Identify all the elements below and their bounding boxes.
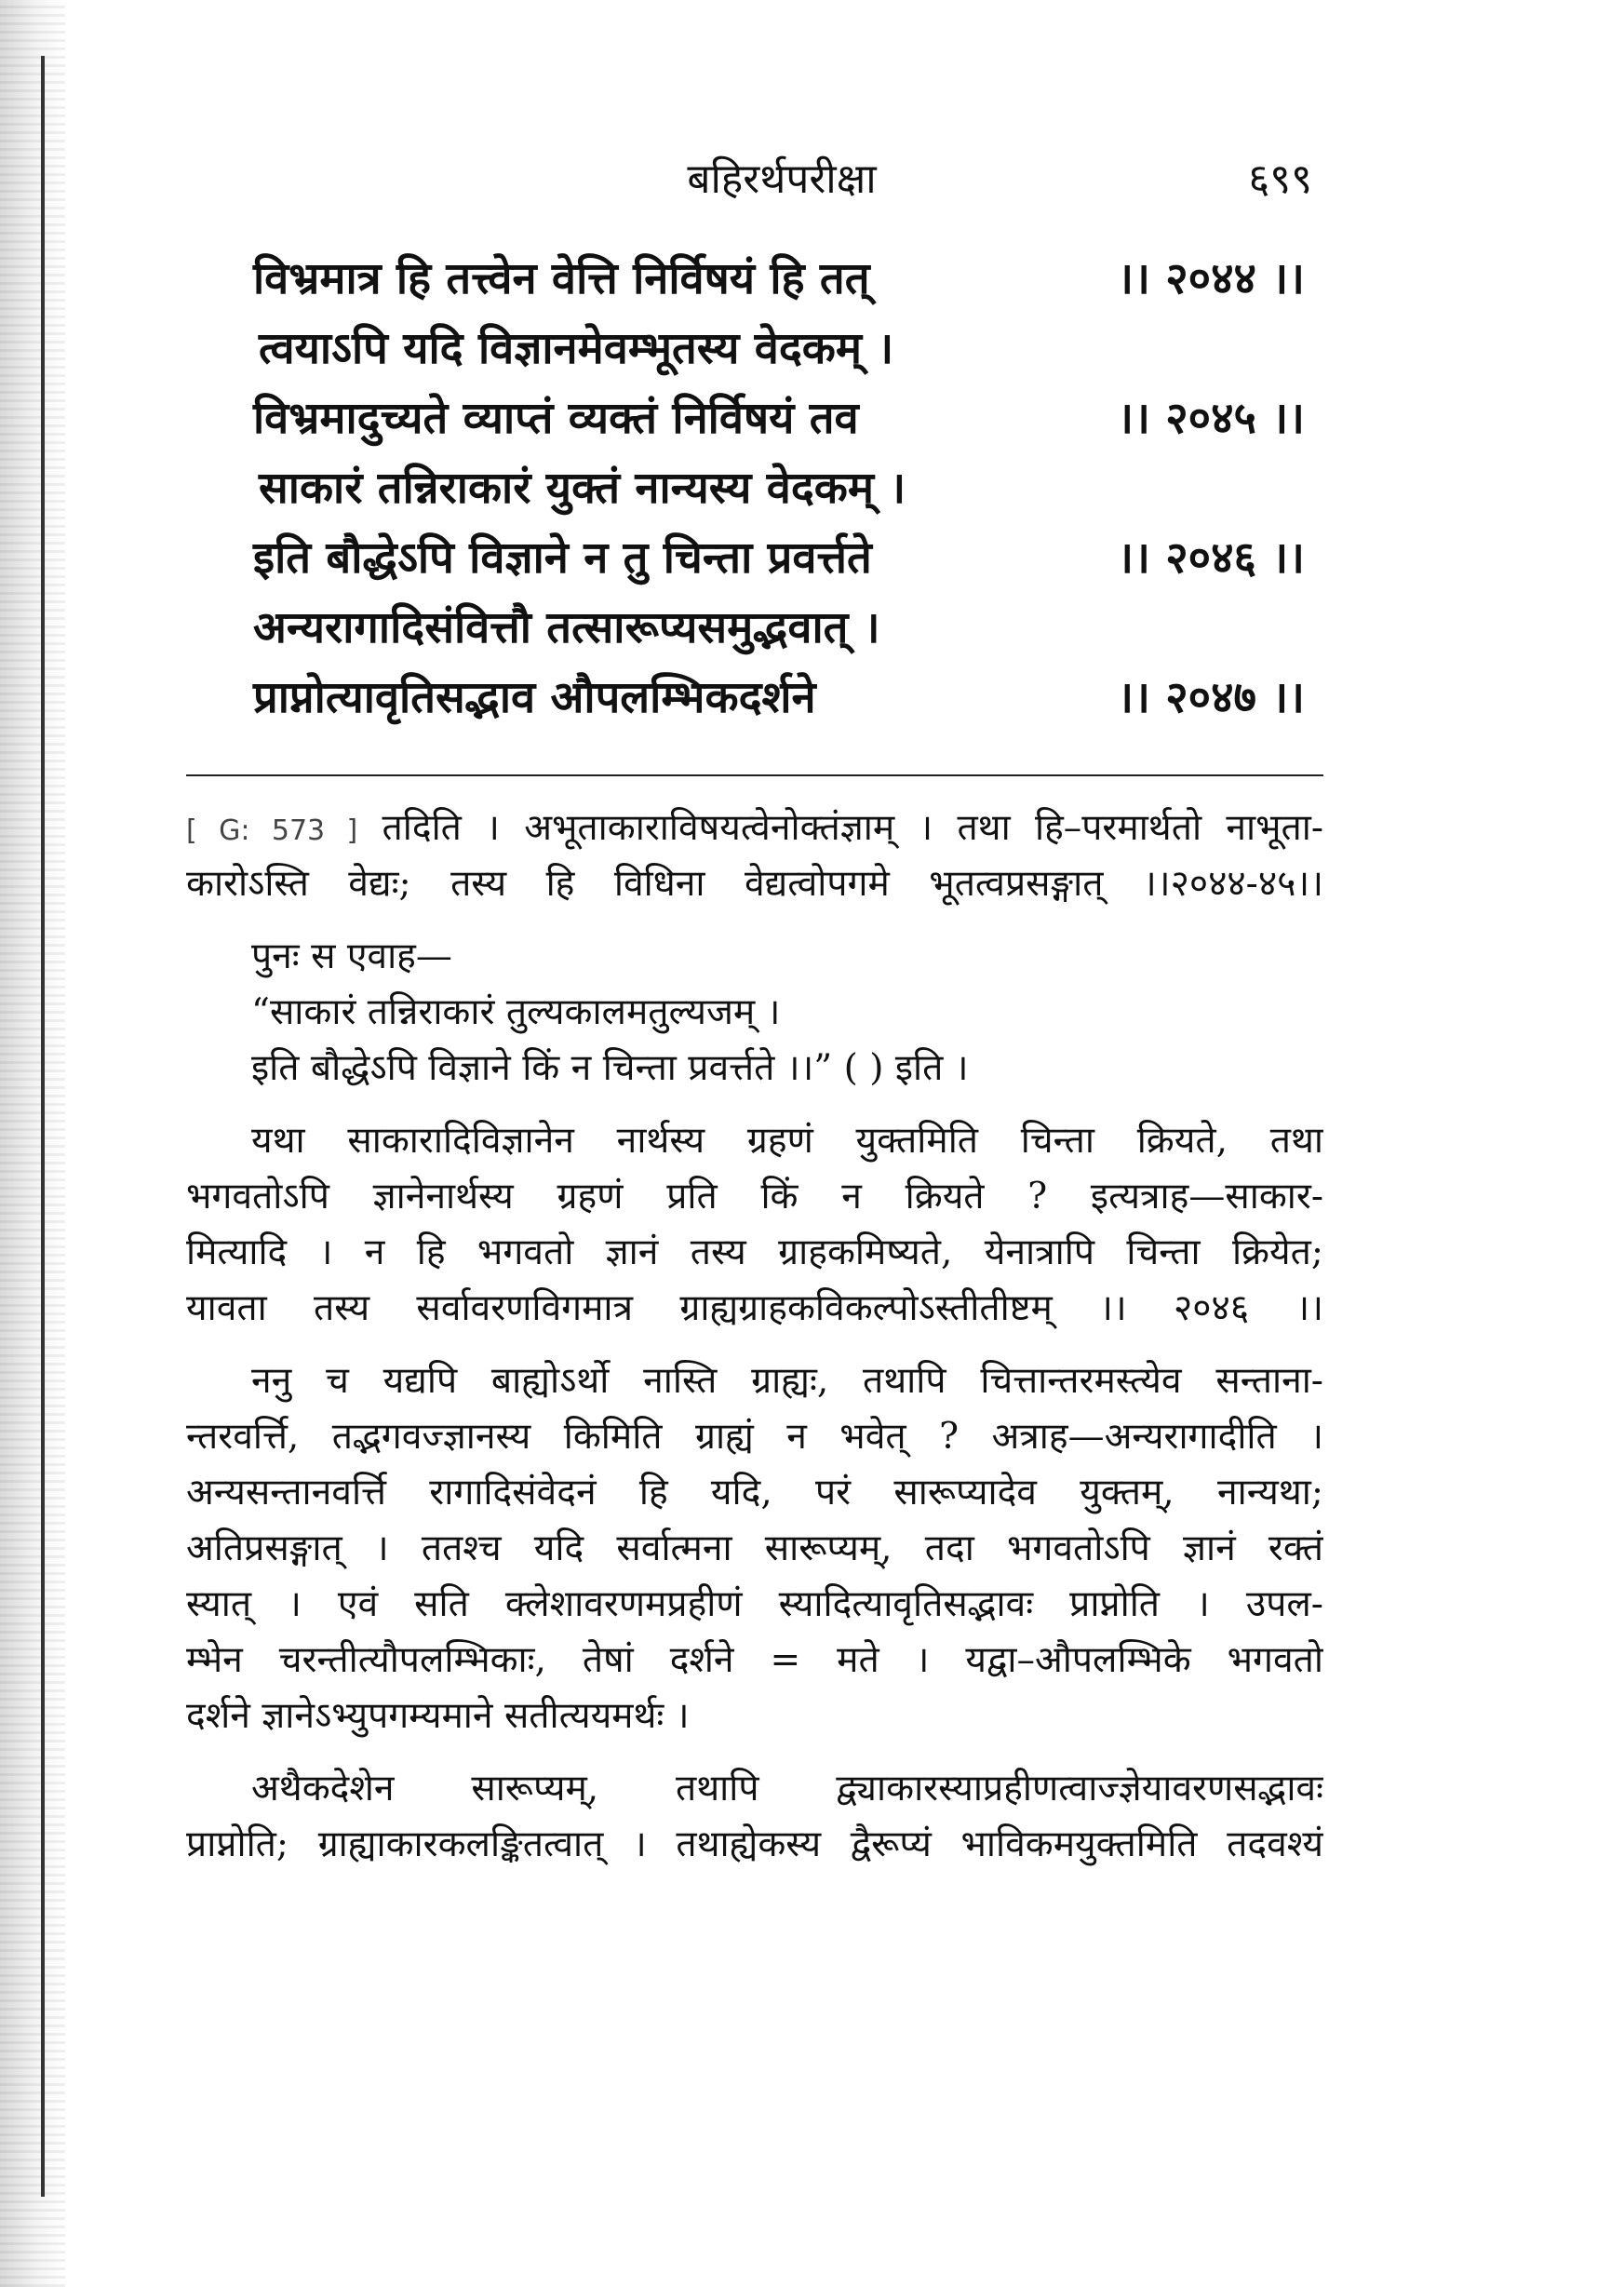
verse-number: ।। २०४४ ।। [1117, 253, 1305, 304]
commentary-line: प्राप्नोति; ग्राह्याकारकलङ्कितत्वात् । तथाह्येकस्य द्वैरूप्यं भाविकमयुक्तमिति तदवश्यं [186, 1823, 1323, 1865]
page-number: ६९९ [1248, 155, 1312, 203]
verse-line [253, 314, 1305, 383]
verse-number: ।। २०४६ ।। [1117, 532, 1305, 584]
commentary-line: भगवतोऽपि ज्ञानेनार्थस्य ग्रहणं प्रति किं न क्रियते ? इत्यत्राह—साकार- [186, 1176, 1323, 1217]
verse-line [253, 244, 1305, 314]
quote-line: इति बौद्धेऽपि विज्ञाने किं न चिन्ता प्रवर्त्तते ।।” ( ) इति । [251, 1047, 969, 1089]
commentary-line: स्यात् । एवं सति क्लेशावरणमप्रहीणं स्यादित्यावृतिसद्भावः प्राप्नोति । उपल- [186, 1583, 1323, 1625]
commentary-line: यथा साकारादिविज्ञानेन नार्थस्य ग्रहणं युक्तमिति चिन्ता क्रियते, तथा [251, 1120, 1323, 1162]
quote-line: “साकारं तन्निराकारं तुल्यकालमतुल्यजम् । [251, 991, 781, 1033]
verse-text: विभ्रमादुच्यते व्याप्तं व्यक्तं निर्विषयं तव [253, 393, 859, 444]
commentary-intro: पुनः स एवाह— [251, 935, 452, 977]
commentary-line: अतिप्रसङ्गात् । ततश्च यदि सर्वात्मना सारूप्यम्, तदा भगवतोऽपि ज्ञानं रक्तं [186, 1527, 1323, 1569]
commentary-line: ननु च यद्यपि बाह्योऽर्थो नास्ति ग्राह्यः, तथापि चित्तान्तरमस्त्येव सन्ताना- [251, 1360, 1323, 1402]
verse-line [253, 453, 1305, 523]
commentary-text: तदिति । अभूताकाराविषयत्वेनोक्तंज्ञाम् । तथा हि–परमार्थतो नाभूता- [382, 807, 1323, 849]
commentary-line: कारोऽस्ति वेद्यः; तस्य हि विधिना वेद्यत्वोपगमे भूतत्वप्रसङ्गात् ।।२०४४-४५।। [186, 863, 1323, 905]
verse-text: प्राप्नोत्यावृतिसद्भाव औपलम्भिकदर्शने [253, 672, 816, 723]
divider-rule [186, 774, 1323, 776]
verse-text: त्वयाऽपि यदि विज्ञानमेवम्भूतस्य वेदकम् । [259, 323, 894, 374]
verse-line [253, 383, 1305, 453]
commentary-line: न्तरवर्त्ति, तद्भगवज्ज्ञानस्य किमिति ग्राह्यं न भवेत् ? अत्राह—अन्यरागादीति । [186, 1416, 1323, 1458]
g-reference: [ G: 573 ] [186, 814, 358, 847]
commentary [186, 800, 1323, 1873]
running-title: बहिरर्थपरीक्षा [687, 155, 877, 203]
verse-block [253, 244, 1305, 733]
verse-line [253, 663, 1305, 733]
verse-line [253, 523, 1305, 593]
verse-text: अन्यरागादिसंवित्तौ तत्सारूप्यसमुद्भवात् । [253, 602, 880, 653]
verse-number: ।। २०४५ ।। [1117, 393, 1305, 444]
commentary-line: अन्यसन्तानवर्त्ति रागादिसंवेदनं हि यदि, परं सारूप्यादेव युक्तम्, नान्यथा; [186, 1472, 1323, 1513]
quotation [186, 985, 1323, 1096]
commentary-line: यावता तस्य सर्वावरणविगमात्र ग्राह्यग्राहकविकल्पोऽस्तीतीष्टम् ।। २०४६ ।। [186, 1287, 1323, 1329]
commentary-line: अथैकदेशेन सारूप्यम्, तथापि द्व्याकारस्याप्रहीणत्वाज्ज्ञेयावरणसद्भावः [251, 1768, 1323, 1809]
commentary-line: म्भेन चरन्तीत्यौपलम्भिकाः, तेषां दर्शने = मते । यद्वा–औपलम्भिके भगवतो [186, 1639, 1323, 1681]
verse-line [253, 593, 1305, 663]
commentary-line: मित्यादि । न हि भगवतो ज्ञानं तस्य ग्राहकमिष्यते, येनात्रापि चिन्ता क्रियेत; [186, 1231, 1323, 1273]
verse-text: साकारं तन्निराकारं युक्तं नान्यस्य वेदकम् । [259, 463, 906, 514]
verse-text: विभ्रमात्र हि तत्त्वेन वेत्ति निर्विषयं हि तत् [253, 253, 870, 304]
commentary-line: दर्शने ज्ञानेऽभ्युपगम्यमाने सतीत्ययमर्थः । [186, 1695, 690, 1737]
verse-number: ।। २०४७ ।। [1117, 672, 1305, 723]
verse-text: इति बौद्धेऽपि विज्ञाने न तु चिन्ता प्रवर्त्तते [253, 532, 872, 584]
commentary-line [186, 800, 1323, 856]
gutter-line [41, 56, 45, 2197]
page-header [251, 149, 1312, 214]
book-spine-shadow [0, 0, 65, 2287]
